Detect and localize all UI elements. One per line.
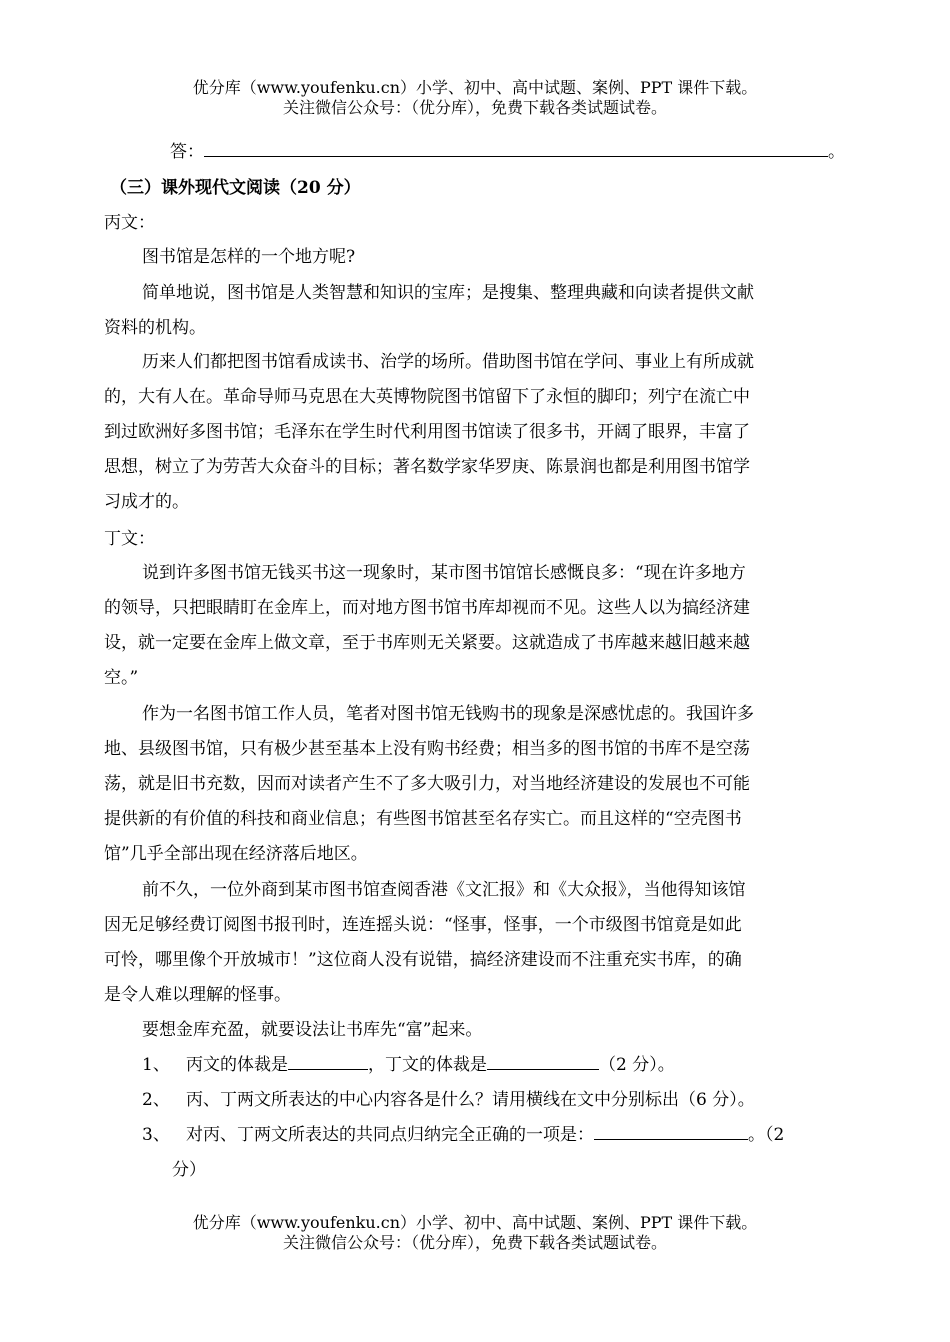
ding-line: 馆”几乎全部出现在经济落后地区。 (104, 844, 368, 864)
bing-line: 的，大有人在。革命导师马克思在大英博物院图书馆留下了永恒的脚印；列宁在流亡中 (104, 387, 750, 407)
section-title: （三）课外现代文阅读（20 分） (110, 178, 361, 198)
question-2 (142, 1090, 849, 1110)
ding-line: 空。” (104, 668, 139, 688)
header-line-1: 优分库（www.youfenku.cn）小学、初中、高中试题、案例、PPT 课件下载。 (192, 78, 758, 97)
bing-line: 资料的机构。 (104, 318, 206, 338)
bing-line: 到过欧洲好多图书馆；毛泽东在学生时代利用图书馆读了很多书，开阔了眼界，丰富了 (104, 422, 750, 442)
question-number: 3、 (142, 1125, 170, 1145)
ding-line: 的领导，只把眼睛盯在金库上，而对地方图书馆书库却视而不见。这些人以为搞经济建 (104, 598, 750, 618)
answer-blank (594, 1125, 748, 1140)
ding-line: 前不久，一位外商到某市图书馆查阅香港《文汇报》和《大众报》，当他得知该馆 (142, 880, 746, 900)
ding-line: 要想金库充盈，就要设法让书库先“富”起来。 (142, 1020, 483, 1040)
question-text: （2 分）。 (599, 1055, 675, 1075)
question-3 (142, 1125, 849, 1145)
page-header (0, 78, 950, 118)
header-line-2: 关注微信公众号：（优分库），免费下载各类试题试卷。 (282, 98, 667, 117)
ding-line: 提供新的有价值的科技和商业信息；有些图书馆甚至名存实亡。而且这样的“空壳图书 (104, 809, 742, 829)
footer-line-2: 关注微信公众号：（优分库），免费下载各类试题试卷。 (282, 1233, 667, 1252)
question-text: 丙、丁两文所表达的中心内容各是什么？请用横线在文中分别标出（6 分）。 (186, 1090, 755, 1110)
question-3-cont: 分） (172, 1160, 206, 1180)
ding-line: 地、县级图书馆，只有极少甚至基本上没有购书经费；相当多的图书馆的书库不是空荡 (104, 739, 750, 759)
bing-line: 简单地说，图书馆是人类智慧和知识的宝库；是搜集、整理典藏和向读者提供文献 (142, 283, 754, 303)
question-text: ，丁文的体裁是 (368, 1055, 488, 1075)
question-1 (142, 1055, 849, 1075)
ding-line: 作为一名图书馆工作人员，笔者对图书馆无钱购书的现象是深感忧虑的。我国许多 (142, 704, 754, 724)
bing-label: 丙文： (104, 213, 155, 233)
answer-line (170, 142, 915, 162)
question-number: 1、 (142, 1055, 170, 1075)
bing-line: 图书馆是怎样的一个地方呢? (142, 247, 356, 267)
question-number: 2、 (142, 1090, 170, 1110)
ding-line: 因无足够经费订阅图书报刊时，连连摇头说：“怪事，怪事，一个市级图书馆竟是如此 (104, 915, 742, 935)
bing-line: 思想，树立了为劳苦大众奋斗的目标；著名数学家华罗庚、陈景润也都是利用图书馆学 (104, 457, 750, 477)
ding-label: 丁文： (104, 529, 155, 549)
answer-blank (204, 142, 828, 157)
question-text: 丙文的体裁是 (186, 1055, 289, 1075)
ding-line: 荡，就是旧书充数，因而对读者产生不了多大吸引力，对当地经济建设的发展也不可能 (104, 774, 750, 794)
answer-label: 答： (170, 142, 204, 162)
question-text: 。（2 (748, 1125, 785, 1145)
bing-line: 习成才的。 (104, 492, 189, 512)
footer-line-1: 优分库（www.youfenku.cn）小学、初中、高中试题、案例、PPT 课件下载。 (192, 1213, 758, 1232)
bing-line: 历来人们都把图书馆看成读书、治学的场所。借助图书馆在学问、事业上有所成就 (142, 352, 754, 372)
ding-line: 是令人难以理解的怪事。 (104, 985, 291, 1005)
answer-blank (487, 1055, 599, 1070)
page-footer (0, 1213, 950, 1253)
ding-line: 设，就一定要在金库上做文章，至于书库则无关紧要。这就造成了书库越来越旧越来越 (104, 633, 750, 653)
ding-line: 说到许多图书馆无钱买书这一现象时，某市图书馆馆长感慨良多：“现在许多地方 (142, 563, 746, 583)
ding-line: 可怜，哪里像个开放城市！”这位商人没有说错，搞经济建设而不注重充实书库，的确 (104, 950, 742, 970)
question-text: 对丙、丁两文所表达的共同点归纳完全正确的一项是： (186, 1125, 595, 1145)
answer-end: 。 (828, 142, 845, 162)
answer-blank (288, 1055, 368, 1070)
